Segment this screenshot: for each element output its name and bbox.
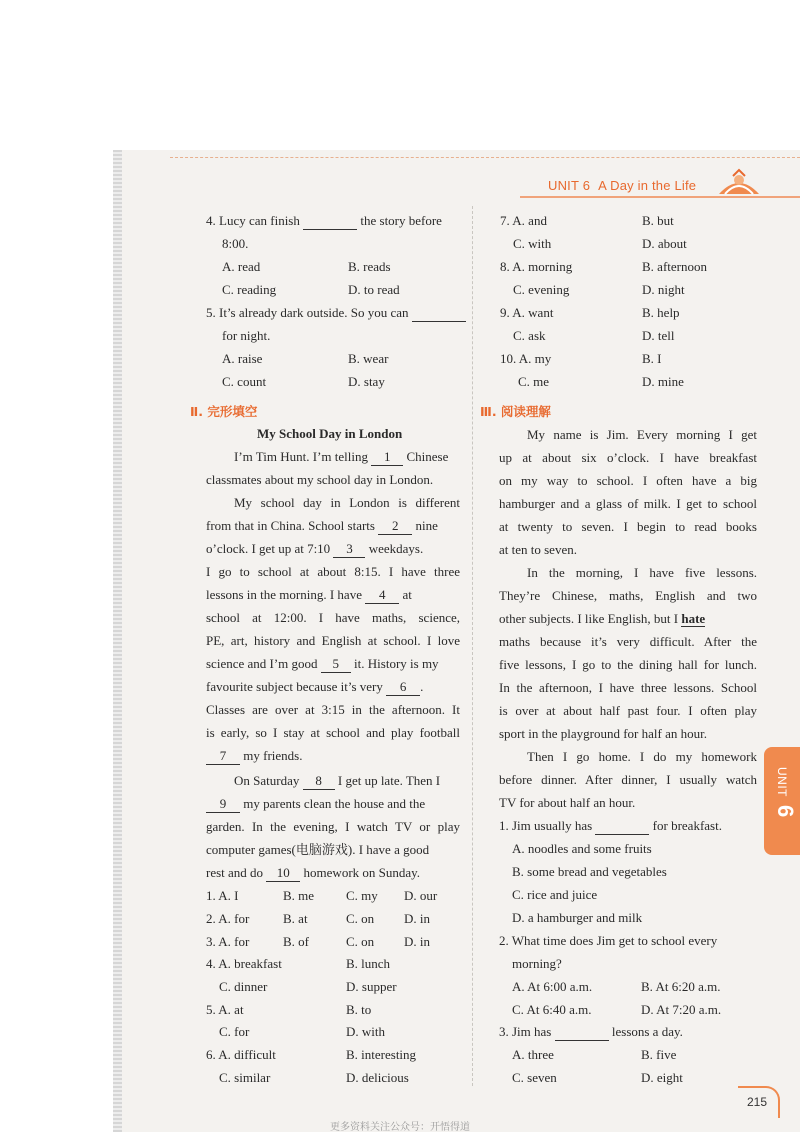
option: C. reading [222, 282, 277, 297]
option: C. rice and juice [512, 887, 598, 902]
option: C. with [513, 236, 552, 251]
option: D. night [642, 282, 685, 297]
passage-line: Then I go home. I do my homework [527, 749, 757, 764]
option: B. to [346, 1002, 372, 1017]
option: D. in [404, 911, 430, 926]
option: C. count [222, 374, 267, 389]
option: 3. A. for [206, 934, 250, 949]
option: D. with [346, 1024, 385, 1039]
option: B. afternoon [642, 259, 707, 274]
option: 10. A. my [500, 351, 552, 366]
question-2-stem: 2. What time does Jim get to school every [499, 933, 718, 948]
question-5-stem-cont: for night. [222, 328, 271, 343]
blank-number: 8 [303, 772, 335, 790]
option: A. three [512, 1047, 554, 1062]
blank-number: 5 [321, 655, 351, 673]
passage-line: In the morning, I have five lessons. [527, 565, 757, 580]
option: D. At 7:20 a.m. [641, 1002, 722, 1017]
option: 9. A. want [500, 305, 554, 320]
option: 5. A. at [206, 1002, 244, 1017]
passage-line: other subjects. I like English, but I hate [499, 611, 706, 626]
option: B. me [283, 888, 315, 903]
passage-line: is over at about half past four. I often play [499, 703, 757, 718]
option: C. for [219, 1024, 250, 1039]
answer-blank [595, 817, 649, 835]
passage-line: sport in the playground for half an hour. [499, 726, 707, 741]
unit-label: UNIT 6 [548, 178, 591, 193]
question-2-stem-cont: morning? [512, 956, 562, 971]
option: A. At 6:00 a.m. [512, 979, 593, 994]
option: C. me [518, 374, 550, 389]
option: B. five [641, 1047, 677, 1062]
option: D. in [404, 934, 430, 949]
option: B. at [283, 911, 308, 926]
question-4-stem-cont: 8:00. [222, 236, 249, 251]
highlighted-word: hate [681, 611, 706, 626]
passage-line: favourite subject because it’s very 6 . [206, 679, 424, 694]
question-4-stem: 4. Lucy can finish the story before [206, 213, 442, 228]
option: C. on [346, 934, 375, 949]
passage-line: computer games(电脑游戏). I have a good [206, 842, 430, 857]
option: C. my [346, 888, 378, 903]
blank-number: 10 [266, 864, 300, 882]
passage-title: My School Day in London [257, 426, 403, 441]
unit-header [548, 178, 696, 193]
passage-line: science and I’m good 5 it. History is my [206, 656, 439, 671]
passage-line: I go to school at about 8:15. I have three [206, 564, 460, 579]
passage-line: before dinner. After dinner, I usually watch [499, 772, 757, 787]
answer-blank [412, 304, 466, 322]
option: A. raise [222, 351, 263, 366]
passage-line: 7 my friends. [206, 747, 302, 765]
option: B. of [283, 934, 309, 949]
option: 7. A. and [500, 213, 547, 228]
option: D. about [642, 236, 687, 251]
option: B. some bread and vegetables [512, 864, 667, 879]
passage-line: In the afternoon, I have three lessons. School [499, 680, 757, 695]
option: B. reads [348, 259, 391, 274]
option: D. stay [348, 374, 385, 389]
option: B. wear [348, 351, 389, 366]
blank-number: 7 [206, 747, 240, 765]
option: B. At 6:20 a.m. [641, 979, 721, 994]
option: D. tell [642, 328, 675, 343]
side-tab-number: 6 [773, 805, 798, 818]
passage-line: My school day in London is different [234, 495, 460, 510]
passage-line: garden. In the evening, I watch TV or play [206, 819, 460, 834]
passage-line: is early, so I stay at school and play football [206, 725, 460, 740]
section-heading-reading: Ⅲ. 阅读理解 [480, 404, 551, 419]
blank-number: 4 [365, 586, 399, 604]
unit-side-tab [764, 747, 800, 855]
option: B. help [642, 305, 680, 320]
passage-line: rest and do 10 homework on Sunday. [206, 865, 421, 880]
blank-number: 9 [206, 795, 240, 813]
option: B. interesting [346, 1047, 417, 1062]
column-divider [472, 206, 473, 1086]
option: D. to read [348, 282, 400, 297]
passage-line: PE, art, history and English at school. I love [206, 633, 460, 648]
option: A. read [222, 259, 261, 274]
option: C. similar [219, 1070, 271, 1085]
blank-number: 1 [371, 448, 403, 466]
option: C. At 6:40 a.m. [512, 1002, 592, 1017]
option: C. dinner [219, 979, 268, 994]
option: C. evening [513, 282, 570, 297]
passage-line: school at 12:00. I have maths, science, [206, 610, 460, 625]
option: A. noodles and some fruits [512, 841, 652, 856]
option: B. lunch [346, 956, 391, 971]
option: D. our [404, 888, 438, 903]
option: 6. A. difficult [206, 1047, 276, 1062]
question-1-stem: 1. Jim usually has for breakfast. [499, 818, 722, 833]
passage-line: from that in China. School starts 2 nine [206, 518, 438, 533]
question-3-stem: 3. Jim has lessons a day. [499, 1024, 683, 1039]
passage-line: maths because it’s very difficult. After the [499, 634, 757, 649]
book-spine-shadow [113, 150, 122, 1132]
option: C. ask [513, 328, 546, 343]
unit-title: A Day in the Life [598, 178, 697, 193]
passage-line: My name is Jim. Every morning I get [527, 427, 757, 442]
option: B. but [642, 213, 674, 228]
page-number: 215 [747, 1095, 768, 1109]
option: B. I [642, 351, 662, 366]
passage-line: Classes are over at 3:15 in the afternoon. It [206, 702, 460, 717]
passage-line: On Saturday 8 I get up late. Then I [234, 773, 441, 788]
answer-blank [555, 1023, 609, 1041]
option: D. delicious [346, 1070, 409, 1085]
option: D. a hamburger and milk [512, 910, 643, 925]
option: 4. A. breakfast [206, 956, 282, 971]
passage-line: classmates about my school day in London. [206, 472, 434, 487]
answer-blank [303, 212, 357, 230]
option: C. seven [512, 1070, 557, 1085]
passage-line: 9 my parents clean the house and the [206, 795, 425, 813]
passage-line: lessons in the morning. I have 4 at [206, 587, 412, 602]
book-emblem-icon [715, 168, 763, 198]
option: 2. A. for [206, 911, 250, 926]
option: D. eight [641, 1070, 683, 1085]
side-tab-label: UNIT [775, 767, 789, 797]
blank-number: 6 [386, 678, 420, 696]
passage-line: up at about six o’clock. I have breakfast [499, 450, 757, 465]
passage-line: at twenty to seven. I begin to read books [499, 519, 757, 534]
passage-line: TV for about half an hour. [499, 795, 636, 810]
passage-line: hamburger and a glass of milk. I get to school [499, 496, 757, 511]
option: D. supper [346, 979, 397, 994]
passage-line: They’re Chinese, maths, English and two [499, 588, 757, 603]
footer-note: 更多资料关注公众号：开悟得道 [330, 1122, 470, 1133]
passage-line: o’clock. I get up at 7:10 3 weekdays. [206, 541, 424, 556]
passage-line: on my way to school. I often have a big [499, 473, 757, 488]
option: C. on [346, 911, 375, 926]
section-heading-cloze: Ⅱ. 完形填空 [190, 404, 258, 419]
question-5-stem: 5. It’s already dark outside. So you can [206, 304, 466, 322]
blank-number: 2 [378, 517, 412, 535]
option: 1. A. I [206, 888, 239, 903]
passage-line: five lessons, I go to the dining hall for lunch. [499, 657, 757, 672]
passage-line: I’m Tim Hunt. I’m telling 1 Chinese [234, 449, 449, 464]
header-dashed-line [170, 157, 800, 158]
option: D. mine [642, 374, 684, 389]
passage-line: at ten to seven. [499, 542, 577, 557]
blank-number: 3 [333, 540, 365, 558]
option: 8. A. morning [500, 259, 573, 274]
